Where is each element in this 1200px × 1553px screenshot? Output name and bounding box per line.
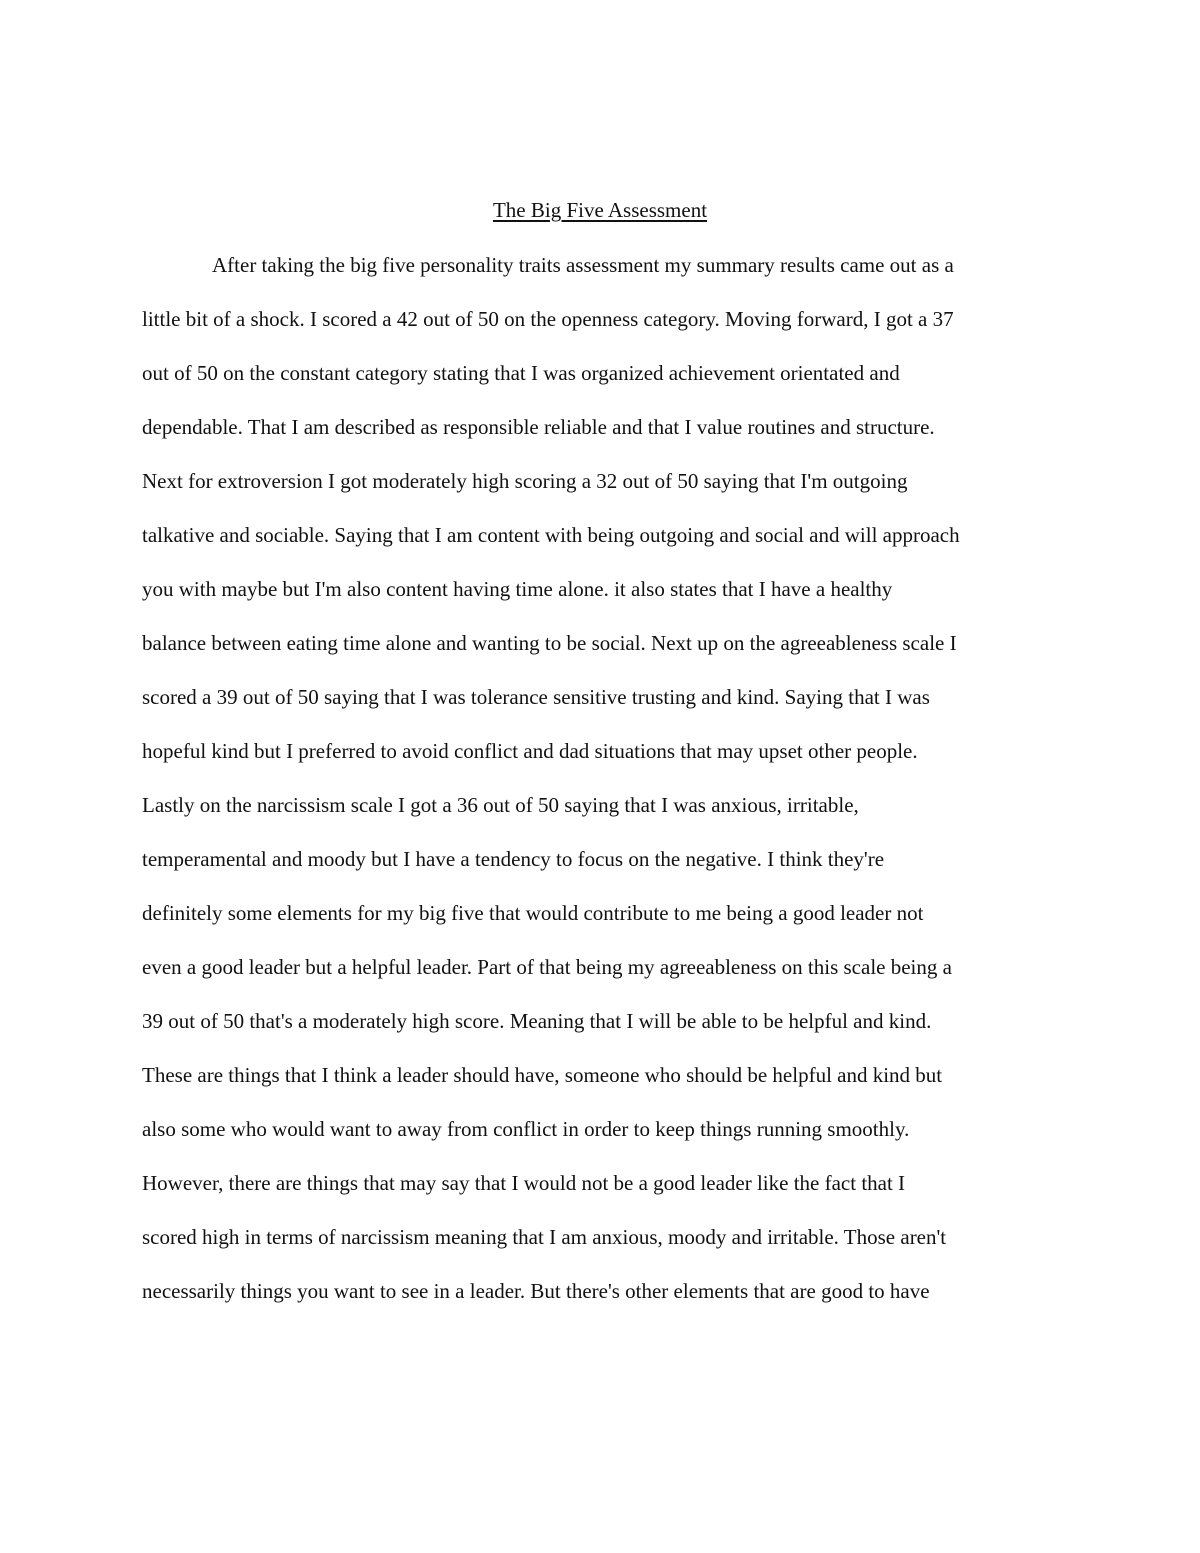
body-line: scored a 39 out of 50 saying that I was tolerance sensitive trusting and kind. Saying that I was <box>142 685 930 709</box>
body-line: also some who would want to away from conflict in order to keep things running smoothly. <box>142 1117 910 1141</box>
body-line: These are things that I think a leader should have, someone who should be helpful and kind but <box>142 1063 943 1087</box>
body-line: hopeful kind but I preferred to avoid conflict and dad situations that may upset other people. <box>142 739 918 763</box>
body-line: definitely some elements for my big five that would contribute to me being a good leader not <box>142 901 924 925</box>
body-line: balance between eating time alone and wanting to be social. Next up on the agreeableness scale I <box>142 631 957 655</box>
body-line: even a good leader but a helpful leader. Part of that being my agreeableness on this scale being a <box>142 955 952 979</box>
body-line: Lastly on the narcissism scale I got a 36 out of 50 saying that I was anxious, irritable, <box>142 793 859 817</box>
body-line: necessarily things you want to see in a leader. But there's other elements that are good to have <box>142 1279 930 1303</box>
body-line: talkative and sociable. Saying that I am content with being outgoing and social and will approach <box>142 523 960 547</box>
body-line: However, there are things that may say that I would not be a good leader like the fact that I <box>142 1171 906 1195</box>
body-line: 39 out of 50 that's a moderately high score. Meaning that I will be able to be helpful and kind. <box>142 1009 932 1033</box>
body-line: out of 50 on the constant category stating that I was organized achievement orientated and <box>142 361 900 385</box>
body-line: After taking the big five personality traits assessment my summary results came out as a <box>212 253 954 277</box>
body-line: you with maybe but I'm also content having time alone. it also states that I have a healthy <box>142 577 893 601</box>
document-title: The Big Five Assessment <box>492 198 708 222</box>
body-line: Next for extroversion I got moderately high scoring a 32 out of 50 saying that I'm outgoing <box>142 469 908 493</box>
body-line: little bit of a shock. I scored a 42 out of 50 on the openness category. Moving forward, I got a 37 <box>142 307 954 331</box>
body-line: dependable. That I am described as responsible reliable and that I value routines and structure. <box>142 415 935 439</box>
body-line: scored high in terms of narcissism meaning that I am anxious, moody and irritable. Those aren't <box>142 1225 947 1249</box>
body-line: temperamental and moody but I have a tendency to focus on the negative. I think they're <box>142 847 885 871</box>
